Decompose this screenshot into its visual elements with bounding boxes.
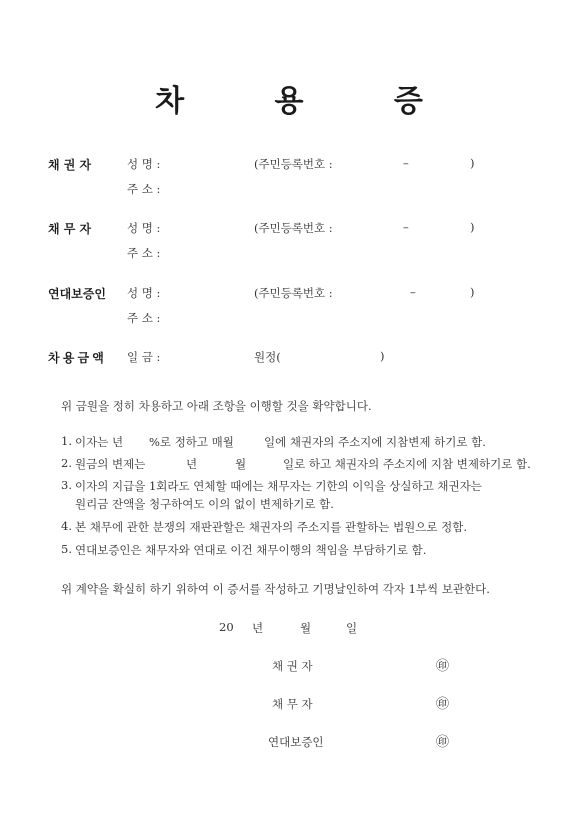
signature-role-debtor: 채 무 자 [272,697,313,711]
clause-number: 3. [61,478,72,492]
clause-number: 2. [61,456,72,470]
guarantor-name-label: 성 명 : [127,286,161,300]
debtor-address-label: 주 소 : [127,246,161,260]
clause-text: 본 채무에 관한 분쟁의 재판관할은 채권자의 주소지를 관할하는 법원으로 정함. [75,520,468,534]
creditor-id-dash: – [403,156,409,170]
date-day-label: 일 [346,621,358,635]
clause-text: 일에 채권자의 주소지에 지참변제 하기로 함. [264,435,486,449]
closing-statement: 위 계약을 확실히 하기 위하여 이 증서를 작성하고 기명날인하여 각자 1부씩 보관한다. [61,582,490,596]
date-year-label: 년 [252,621,264,635]
guarantor-id-label: (주민등록번호 : [254,286,333,300]
creditor-id-close: ) [470,156,475,170]
clause-number: 5. [61,542,72,556]
signature-role-creditor: 채 권 자 [272,659,313,673]
debtor-role-label: 채 무 자 [48,222,92,236]
creditor-name-label: 성 명 : [127,157,161,171]
clause-text: 이자는 년 [75,435,124,449]
document-title: 차 용 증 [155,84,463,119]
seal-icon: ㊞ [436,659,450,674]
clause-number: 4. [61,519,72,533]
amount-unit-label: 원정( [254,350,281,364]
amount-sub-label: 일 금 : [127,350,161,364]
clause-text: 원리금 잔액을 청구하여도 이의 없이 변제하기로 함. [75,497,334,511]
debtor-id-close: ) [470,220,475,234]
clause-text: 년 [186,457,198,471]
intro-statement: 위 금원을 정히 차용하고 아래 조항을 이행할 것을 확약합니다. [61,399,372,413]
creditor-role-label: 채 권 자 [48,158,92,172]
debtor-name-label: 성 명 : [127,221,161,235]
clause-number: 1. [61,434,72,448]
clause-text: %로 정하고 매월 [149,435,234,449]
seal-icon: ㊞ [436,735,450,750]
clause-text: 일로 하고 채권자의 주소지에 지참 변제하기로 함. [283,457,531,471]
creditor-address-label: 주 소 : [127,182,161,196]
debtor-id-label: (주민등록번호 : [254,221,333,235]
creditor-id-label: (주민등록번호 : [254,157,333,171]
guarantor-id-close: ) [470,285,475,299]
signature-role-guarantor: 연대보증인 [268,735,324,749]
seal-icon: ㊞ [436,697,450,712]
clause-text: 원금의 변제는 [75,457,146,471]
guarantor-address-label: 주 소 : [127,311,161,325]
date-month-label: 월 [300,621,312,635]
debtor-id-dash: – [403,220,409,234]
clause-text: 월 [235,457,247,471]
guarantor-role-label: 연대보증인 [48,287,106,301]
clause-text: 연대보증인은 채무자와 연대로 이건 채무이행의 책임을 부담하기로 함. [75,543,427,557]
amount-label: 차 용 금 액 [48,351,104,365]
guarantor-id-dash: – [410,285,416,299]
amount-close: ) [380,349,385,363]
clause-text: 이자의 지급을 1회라도 연체할 때에는 채무자는 기한의 이익을 상실하고 채권자는 [75,479,482,493]
date-year-prefix: 20 [219,620,234,634]
